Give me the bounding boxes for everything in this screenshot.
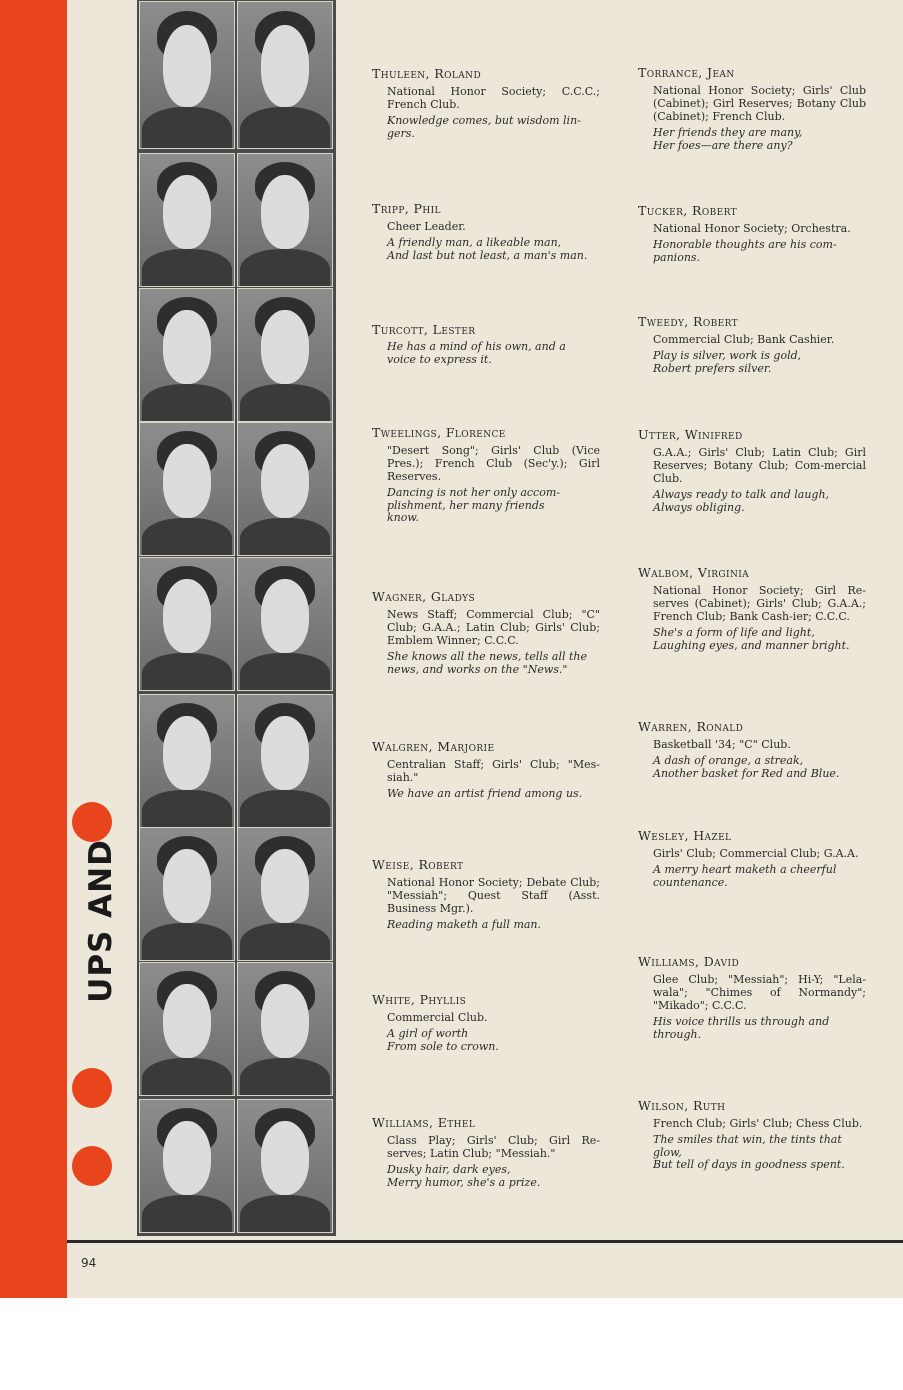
student-name: Thuleen, Roland xyxy=(372,66,482,81)
student-name: Wesley, Hazel xyxy=(638,828,732,843)
student-entry xyxy=(372,858,600,932)
portrait-photo xyxy=(237,1,333,149)
portrait-photo xyxy=(139,1099,235,1233)
student-name: Williams, David xyxy=(638,954,740,969)
student-activities: National Honor Society; Orchestra. xyxy=(653,222,851,235)
student-entry xyxy=(372,67,600,140)
portrait-photo xyxy=(237,827,333,961)
student-entry xyxy=(638,66,866,152)
student-quote: A merry heart maketh a cheerful countenance. xyxy=(653,863,837,889)
student-activities: Glee Club; "Messiah"; Hi-Y; "Lela-wala"; "Chimes of Normandy"; "Mikado"; C.C.C. xyxy=(653,973,866,1012)
student-activities: Centralian Staff; Girls' Club; "Mes-siah." xyxy=(387,758,600,784)
student-entry xyxy=(638,428,866,514)
student-quote: Play is silver, work is gold, Robert prefers silver. xyxy=(653,349,802,375)
student-activities: Commercial Club. xyxy=(387,1011,488,1024)
student-activities: National Honor Society; Girl Re-serves (Cabinet); Girls' Club; G.A.A.; French Club; Bank Cash-ier; C.C.C. xyxy=(653,584,866,623)
student-name: Wilson, Ruth xyxy=(638,1098,726,1113)
portrait-photo xyxy=(139,153,235,287)
student-activities: G.A.A.; Girls' Club; Latin Club; Girl Reserves; Botany Club; Com-mercial Club. xyxy=(653,446,866,485)
footer-rule xyxy=(67,1240,903,1243)
student-name: Tripp, Phil xyxy=(372,201,441,216)
student-activities: National Honor Society; Debate Club; "Messiah"; Quest Staff (Asst. Business Mgr.). xyxy=(387,876,600,915)
student-name: Williams, Ethel xyxy=(372,1115,476,1130)
student-quote: Reading maketh a full man. xyxy=(387,918,542,931)
orange-dot xyxy=(72,1146,112,1186)
student-name: Torrance, Jean xyxy=(638,65,735,80)
portrait-photo xyxy=(139,288,235,422)
student-quote: The smiles that win, the tints that glow, But tell of days in goodness spent. xyxy=(653,1133,845,1171)
student-name: Walgren, Marjorie xyxy=(372,739,495,754)
student-entry xyxy=(372,1116,600,1189)
portrait-photo xyxy=(139,962,235,1096)
student-entry xyxy=(372,590,600,676)
student-quote: Always ready to talk and laugh, Always obliging. xyxy=(653,488,830,514)
student-quote: She's a form of life and light, Laughing eyes, and manner bright. xyxy=(653,626,850,652)
student-activities: Basketball '34; "C" Club. xyxy=(653,738,791,751)
student-activities: Class Play; Girls' Club; Girl Re-serves; Latin Club; "Messiah." xyxy=(387,1134,600,1160)
student-activities: "Desert Song"; Girls' Club (Vice Pres.); French Club (Sec'y.); Girl Reserves. xyxy=(387,444,600,483)
student-entry xyxy=(372,426,600,525)
portrait-strip xyxy=(137,0,336,1236)
page-number: 94 xyxy=(81,1256,97,1270)
portrait-photo xyxy=(139,694,235,828)
orange-dot xyxy=(72,1068,112,1108)
student-quote: Dusky hair, dark eyes, Merry humor, she's a prize. xyxy=(387,1163,541,1189)
orange-dot xyxy=(72,802,112,842)
portrait-photo xyxy=(237,288,333,422)
portrait-photo xyxy=(139,557,235,691)
student-activities: National Honor Society; C.C.C.; French Club. xyxy=(387,85,600,111)
student-quote: We have an artist friend among us. xyxy=(387,787,583,800)
student-quote: She knows all the news, tells all the news, and works on the "News." xyxy=(387,650,588,676)
portrait-photo xyxy=(237,1099,333,1233)
portrait-photo xyxy=(237,153,333,287)
student-entry xyxy=(372,993,600,1053)
student-quote: Honorable thoughts are his com- panions. xyxy=(653,238,837,264)
portrait-photo xyxy=(139,1,235,149)
portrait-photo xyxy=(139,422,235,556)
student-entry xyxy=(638,829,866,889)
student-activities: National Honor Society; Girls' Club (Cabinet); Girl Reserves; Botany Club (Cabinet); French Club. xyxy=(653,84,866,123)
portrait-photo xyxy=(139,827,235,961)
portrait-photo xyxy=(237,422,333,556)
student-entry xyxy=(638,955,866,1041)
student-name: Weise, Robert xyxy=(372,857,464,872)
portrait-photo xyxy=(237,962,333,1096)
student-entry xyxy=(372,202,600,262)
student-name: Warren, Ronald xyxy=(638,719,744,734)
student-quote: A girl of worth From sole to crown. xyxy=(387,1027,499,1053)
student-quote: Her friends they are many, Her foes—are there any? xyxy=(653,126,803,152)
student-quote: A friendly man, a likeable man, And last but not least, a man's man. xyxy=(387,236,588,262)
student-quote: His voice thrills us through and through. xyxy=(653,1015,830,1041)
student-entry xyxy=(638,315,866,375)
student-name: Wagner, Gladys xyxy=(372,589,476,604)
student-name: Tweelings, Florence xyxy=(372,425,506,440)
student-name: Walbom, Virginia xyxy=(638,565,750,580)
student-name: Turcott, Lester xyxy=(372,322,476,337)
student-entry xyxy=(638,720,866,780)
side-title-text: UPS AND xyxy=(83,839,119,1003)
student-activities: Commercial Club; Bank Cashier. xyxy=(653,333,835,346)
orange-side-bar xyxy=(0,0,67,1298)
student-activities: Cheer Leader. xyxy=(387,220,466,233)
student-activities: French Club; Girls' Club; Chess Club. xyxy=(653,1117,863,1130)
student-name: Tucker, Robert xyxy=(638,203,738,218)
student-activities: Girls' Club; Commercial Club; G.A.A. xyxy=(653,847,859,860)
student-entry xyxy=(638,1099,866,1172)
student-quote: He has a mind of his own, and a voice to express it. xyxy=(387,340,566,366)
portrait-photo xyxy=(237,557,333,691)
student-quote: A dash of orange, a streak, Another basket for Red and Blue. xyxy=(653,754,840,780)
student-entry xyxy=(638,204,866,264)
portrait-photo xyxy=(237,694,333,828)
student-quote: Knowledge comes, but wisdom lin- gers. xyxy=(387,114,581,140)
student-entry xyxy=(372,323,600,366)
student-entry xyxy=(372,740,600,801)
student-entry xyxy=(638,566,866,652)
student-name: Tweedy, Robert xyxy=(638,314,739,329)
student-name: White, Phyllis xyxy=(372,992,467,1007)
student-name: Utter, Winifred xyxy=(638,427,743,442)
student-quote: Dancing is not her only accom- plishment, her many friends know. xyxy=(387,486,560,524)
student-activities: News Staff; Commercial Club; "C" Club; G.A.A.; Latin Club; Girls' Club; Emblem Winner; C.C.C. xyxy=(387,608,600,647)
